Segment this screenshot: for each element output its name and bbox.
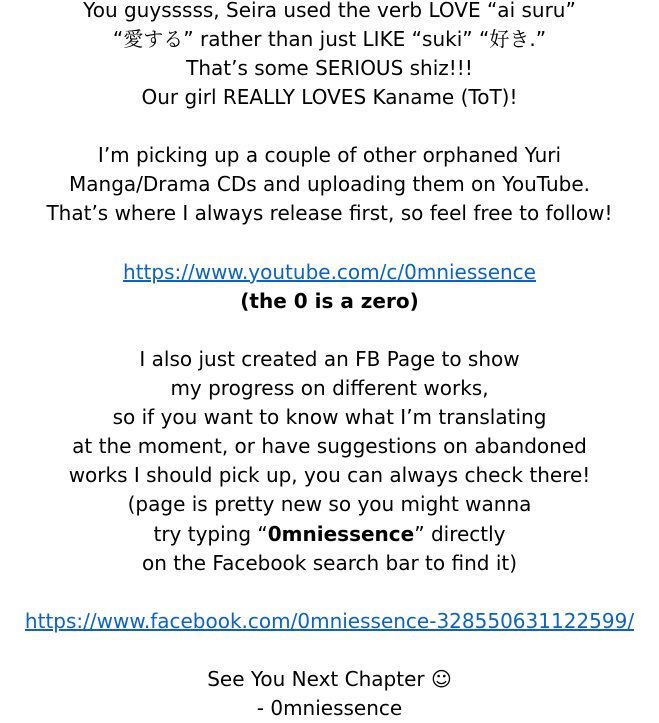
search-hint-pre: try typing “ — [153, 522, 268, 546]
facebook-line-2: my progress on different works, — [170, 376, 489, 400]
youtube-link[interactable]: https://www.youtube.com/c/0mniessence — [123, 260, 536, 284]
intro-line-3: That’s some SERIOUS shiz!!! — [186, 56, 473, 80]
facebook-line-3: so if you want to know what I’m translating — [112, 405, 547, 429]
facebook-line-7 — [0, 520, 659, 549]
search-term: 0mniessence — [267, 522, 415, 546]
intro-line-2: “愛する” rather than just LIKE “suki” “好き.” — [112, 27, 547, 51]
youtube-line-2: Manga/Drama CDs and uploading them on YouTube. — [69, 172, 590, 196]
facebook-line-4: at the moment, or have suggestions on abandoned — [72, 434, 587, 458]
facebook-line-5: works I should pick up, you can always check there! — [68, 463, 591, 487]
signature: - 0mniessence — [256, 696, 403, 720]
search-hint-post: ” directly — [414, 522, 506, 546]
intro-line-4: Our girl REALLY LOVES Kaname (ToT)! — [141, 85, 518, 109]
facebook-link-row — [0, 607, 659, 636]
facebook-line-8: on the Facebook search bar to find it) — [141, 551, 518, 575]
facebook-line-1: I also just created an FB Page to show — [139, 347, 520, 371]
youtube-link-row — [0, 258, 659, 287]
intro-line-1: You guysssss, Seira used the verb LOVE “ai suru” — [83, 0, 576, 22]
closing-line: See You Next Chapter ☺ — [207, 667, 452, 691]
zero-note: (the 0 is a zero) — [240, 289, 419, 313]
facebook-line-6: (page is pretty new so you might wanna — [127, 492, 532, 516]
youtube-line-3: That’s where I always release first, so feel free to follow! — [46, 201, 613, 225]
facebook-link[interactable]: https://www.facebook.com/0mniessence-328550631122599/ — [24, 609, 635, 633]
youtube-line-1: I’m picking up a couple of other orphaned Yuri — [97, 143, 562, 167]
